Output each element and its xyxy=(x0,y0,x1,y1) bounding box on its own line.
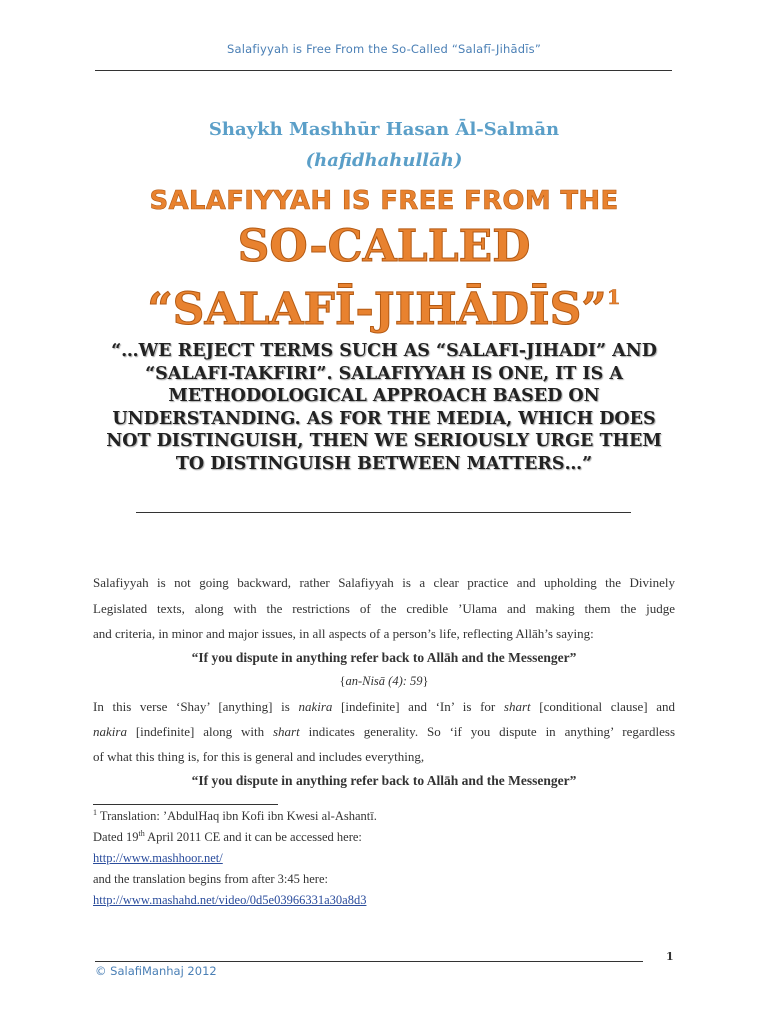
title-line-2: SO-CALLED xyxy=(237,221,531,272)
verse-ref-open-brace: { xyxy=(339,674,346,688)
verse-ref-close-brace: } xyxy=(422,674,429,688)
title-line-3 xyxy=(0,272,768,335)
footer-rule xyxy=(95,961,643,962)
paragraph-1-line-1: Salafiyyah is not going backward, rather Salafiyyah is a clear practice and upholding the Divinely xyxy=(93,575,675,590)
paragraph-2-line-1 xyxy=(93,695,675,719)
footnote-translation-begins: and the translation begins from after 3:45 here: xyxy=(93,872,328,886)
verse-ref-text: an-Nisā (4): 59 xyxy=(345,674,423,688)
footnote-translation-text: Translation: ’AbdulHaq ibn Kofi ibn Kwesi al-Ashantī. xyxy=(97,809,377,824)
footnote-mark: 1 xyxy=(93,808,97,817)
footnote-dated-text: Dated 19 xyxy=(93,830,139,845)
title-footnote-mark[interactable]: 1 xyxy=(606,285,621,309)
footnote-1-translation xyxy=(93,808,377,824)
paragraph-2-line-3: of what this thing is, for this is general and includes everything, xyxy=(93,749,425,764)
running-header-title: Salafiyyah is Free From the So-Called “Salafī-Jihādīs” xyxy=(227,42,541,56)
footnote-dated xyxy=(93,829,362,845)
page-number: 1 xyxy=(666,950,674,963)
title-line-1: SALAFIYYAH IS FREE FROM THE xyxy=(149,186,619,216)
author-honorific: (hafidhahullāh) xyxy=(305,150,463,171)
p2-text: [indefinite] along with xyxy=(126,724,273,739)
quote-rule xyxy=(136,512,631,513)
footnote-link-1-line xyxy=(93,851,223,866)
p2-term-nakira: nakira xyxy=(93,724,127,739)
epigraph-quote: “…WE REJECT TERMS SUCH AS “SALAFI-JIHADI” AND “SALAFI-TAKFIRI”. SALAFIYYAH IS ONE, IT IS A METHODOLOGICAL APPROACH BASED ON UNDERSTANDING. AS FOR THE MEDIA, WHICH DOES NOT DISTINGUISH, THEN WE SERIOUSLY URGE THEM TO DISTINGUISH BETWEEN MATTERS…” xyxy=(106,341,662,474)
p2-text: indicates generality. So ‘if you dispute in anything’ regardless xyxy=(299,724,676,739)
p2-term-nakira: nakira xyxy=(298,699,333,714)
p2-text: [indefinite] and ‘In’ is for xyxy=(332,699,504,714)
title-line-3-text: “SALAFĪ-JIHĀDĪS” xyxy=(147,284,607,335)
footer-copyright: © SalafiManhaj 2012 xyxy=(95,964,217,978)
paragraph-1-line-2: Legislated texts, along with the restrictions of the credible ’Ulama and making them the judge xyxy=(93,601,675,616)
footnote-link-2-line xyxy=(93,893,366,908)
author-name: Shaykh Mashhūr Hasan Āl-Salmān xyxy=(208,119,560,140)
paragraph-1-line-3: and criteria, in minor and major issues, in all aspects of a person’s life, reflecting Allāh’s saying: xyxy=(93,626,594,641)
mashhoor-link[interactable]: http://www.mashhoor.net/ xyxy=(93,851,223,865)
verse-reference xyxy=(93,674,675,689)
verse-quote-1: “If you dispute in anything refer back to Allāh and the Messenger” xyxy=(191,650,577,665)
footnote-dated-text: April 2011 CE and it can be accessed here: xyxy=(144,830,362,845)
footnote-separator xyxy=(93,804,278,805)
paragraph-2-line-2 xyxy=(93,720,675,744)
verse-quote-2: “If you dispute in anything refer back to Allāh and the Messenger” xyxy=(191,773,577,788)
p2-term-shart: shart xyxy=(272,724,300,739)
p2-text: In this verse ‘Shay’ [anything] is xyxy=(93,699,299,714)
header-rule xyxy=(95,70,672,71)
footnote-dated-ordinal: th xyxy=(138,829,145,838)
p2-text: [conditional clause] and xyxy=(530,699,675,714)
p2-term-shart: shart xyxy=(503,699,531,714)
mashahd-video-link[interactable]: http://www.mashahd.net/video/0d5e0396633​1a30a8d3 xyxy=(93,893,367,907)
